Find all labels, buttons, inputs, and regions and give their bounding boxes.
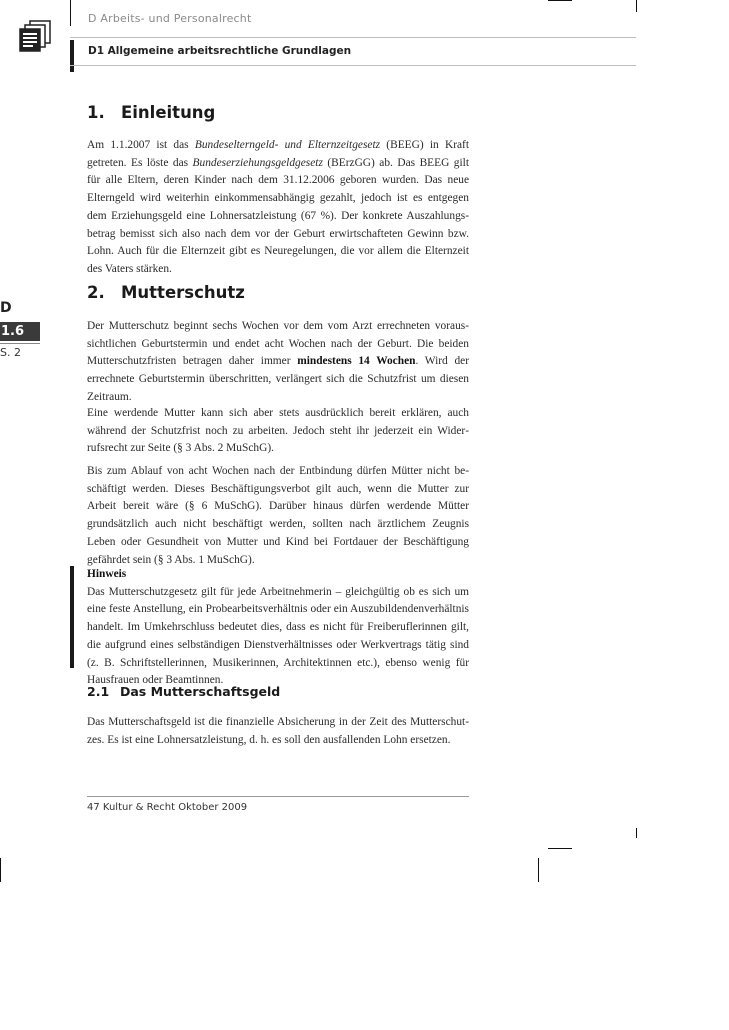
- side-tab-letter: D: [0, 300, 12, 316]
- side-tab-divider: [0, 343, 40, 344]
- crop-mark-right-vert: [636, 0, 637, 12]
- paragraph-mutterschutz-3: Bis zum Ablauf von acht Wochen nach der Entbindung dürfen Mütter nicht beschäftigt werden. Dieses Beschäftigungsverbot gilt auch, wenn die Mutter zur Arbeit bereit wäre (§ 6 MuSchG). Darüber hinaus dürfen werdende Mütter grundsätzlich auch nicht beschäftigt werden, sollten nach ärztlichem Zeugnis Leben oder Gesundheit von Mutter und Kind bei Fortdauer der Beschäftigung gefährdet sein (§ 3 Abs. 1 MuSchG).: [87, 465, 469, 566]
- section-title: Das Mutterschaftsgeld: [120, 684, 281, 699]
- section-title: Mutterschutz: [121, 283, 245, 302]
- section-heading-mutterschaftsgeld: [87, 684, 280, 699]
- law-name-berzgg: Bundeserziehungsgeldgesetz: [192, 156, 323, 169]
- header-section-title: D Arbeits- und Personalrecht: [88, 12, 252, 25]
- emphasis-14-wochen: mindestens 14 Wochen: [297, 355, 416, 368]
- header-divider: [70, 37, 636, 38]
- crop-mark-right-bottom-v: [636, 828, 637, 838]
- section-title: Einleitung: [121, 103, 216, 122]
- header-chapter-title: D1 Allgemeine arbeitsrechtliche Grundlagen: [88, 45, 352, 57]
- section-number: 2.: [87, 283, 105, 302]
- paragraph-einleitung: [87, 137, 469, 279]
- text-run: Der Mutterschutz beginnt sechs Wochen vor dem vom Arzt errechneten voraussichtlichen Geburtstermin und endet acht Wochen nach der Geburt. Die beiden Mutterschutzfristen betragen daher immer: [87, 320, 469, 368]
- side-tab-number: 1.6: [0, 322, 40, 341]
- paragraph-mutterschaftsgeld: Das Mutterschaftsgeld ist die finanzielle Absicherung in der Zeit des Mutterschutzes. Es ist eine Lohnersatzleistung, d. h. es soll den ausfallenden Lohn ersetzen.: [87, 716, 469, 746]
- side-tab-page: S. 2: [0, 346, 21, 359]
- text-run: Am 1.1.2007 ist das: [87, 139, 195, 151]
- text-run: (BEEG) in Kraft getreten. Es löste das: [87, 139, 469, 169]
- note-title: Hinweis: [87, 568, 127, 580]
- paragraph-mutterschutz-1: [87, 318, 469, 407]
- section-number: 2.1: [87, 684, 110, 699]
- section-heading-mutterschutz: [87, 283, 245, 302]
- crop-mark-left-top: [70, 0, 71, 26]
- paragraph-mutterschutz-2: Eine werdende Mutter kann sich aber stets ausdrücklich bereit erklären, auch während der Schutzfrist noch zu arbeiten. Jedoch steht ihr jederzeit ein Widerrufsrecht zur Seite (§ 3 Abs. 2 MuSchG).: [87, 407, 469, 455]
- section-heading-einleitung: [87, 103, 215, 122]
- note-hinweis: [87, 566, 469, 690]
- header-marker-bar: [70, 40, 74, 72]
- footer-source: 47 Kultur & Recht Oktober 2009: [87, 802, 248, 813]
- crop-mark-left-bottom: [0, 858, 1, 882]
- header-divider-bottom: [70, 65, 636, 66]
- document-stack-icon: [18, 20, 52, 54]
- note-text: Das Mutterschutzgesetz gilt für jede Arbeitnehmerin – gleichgültig ob es sich um eine feste Anstellung, ein Probearbeitsverhältnis oder ein Auszubildendenverhältnis handelt. Im Umkehrschluss bedeutet dies, dass es nicht für Freiberuflerinnen gilt, die aufgrund eines selbständigen Dienstverhältnisses oder Werkvertrags tätig sind (z. B. Schriftstellerinnen, Musikerinnen, Architektinnen etc.), ebenso wenig für Hausfrauen oder Beamtinnen.: [87, 585, 469, 687]
- crop-mark-right-bottom-h: [548, 848, 572, 849]
- footer-divider: [87, 796, 469, 797]
- note-marker-bar: [70, 566, 74, 668]
- crop-mark-right-top: [548, 0, 572, 1]
- crop-mark-mid-bottom: [538, 858, 539, 882]
- text-run: . Wird der errechnete Geburtstermin überschritten, verlängert sich die Schutzfrist um diesen Zeitraum.: [87, 355, 469, 403]
- section-number: 1.: [87, 103, 105, 122]
- text-run: (BErzGG) ab. Das BEEG gilt für alle Eltern, deren Kinder nach dem 31.12.2006 geboren wurden. Das neue Elterngeld wird weiterhin einkommensabhängig gezahlt, jedoch ist es entgegen dem Erziehungsgeld eine Lohnersatzleistung (67 %). Der konkrete Auszahlungsbetrag bemisst sich also nach dem vor der Geburt erwirtschafteten Gewinn bzw. Lohn. Auch für die Elternzeit gibt es Neuregelungen, die vor allem die Elternzeit des Vaters stärken.: [87, 156, 469, 275]
- law-name-beeg: Bundeselterngeld- und Elternzeitgesetz: [194, 139, 381, 151]
